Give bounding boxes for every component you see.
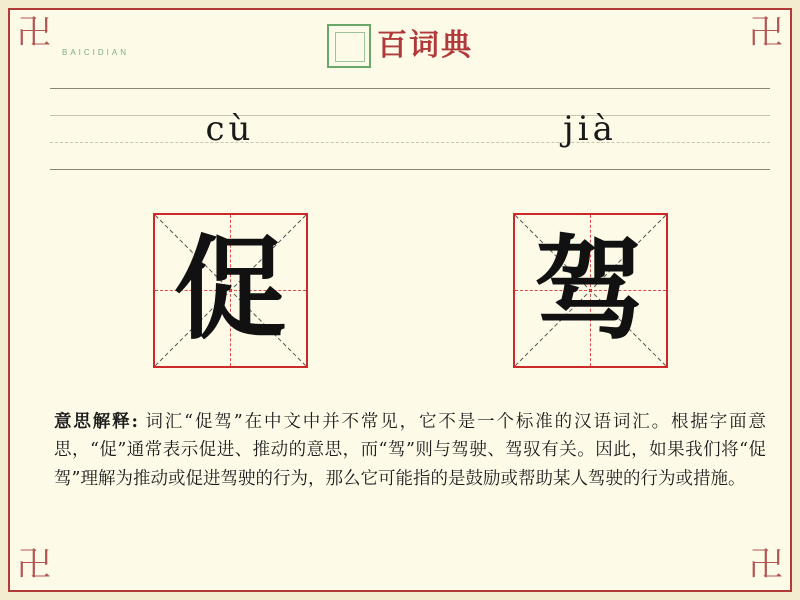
corner-ornament-top-right: 卍 <box>749 15 783 52</box>
character-row <box>50 210 770 370</box>
seal-square-icon <box>327 24 371 68</box>
character-glyph-1: 促 <box>174 224 286 355</box>
brand-subtitle: BAICIDIAN <box>62 48 130 57</box>
explanation-text: 词汇“促驾”在中文中并不常见，它不是一个标准的汉语词汇。根据字面意思，“促”通常表示促进、推动的意思，而“驾”则与驾驶、驾驭有关。因此，如果我们将“促驾”理解为推动或促进驾驶的行为，那么它可能指的是鼓励或帮助某人驾驶的行为或措施。 <box>54 412 766 489</box>
corner-ornament-bottom-left: 卍 <box>17 547 51 584</box>
tianzige-grid-1 <box>153 213 308 368</box>
corner-ornament-top-left: 卍 <box>17 15 51 52</box>
brand-name: 百词典 <box>377 29 473 62</box>
corner-ornament-bottom-right: 卍 <box>749 547 783 584</box>
pinyin-cell-2: jià <box>563 109 617 149</box>
explanation-label: 意思解释: <box>54 412 138 432</box>
character-cell-1 <box>50 210 410 370</box>
pinyin-row <box>50 88 770 170</box>
character-glyph-2: 驾 <box>534 224 646 355</box>
character-cell-2 <box>410 210 770 370</box>
pinyin-cell-1: cù <box>205 109 255 149</box>
brand-logo <box>327 24 473 68</box>
explanation-block <box>54 408 766 493</box>
tianzige-grid-2 <box>513 213 668 368</box>
